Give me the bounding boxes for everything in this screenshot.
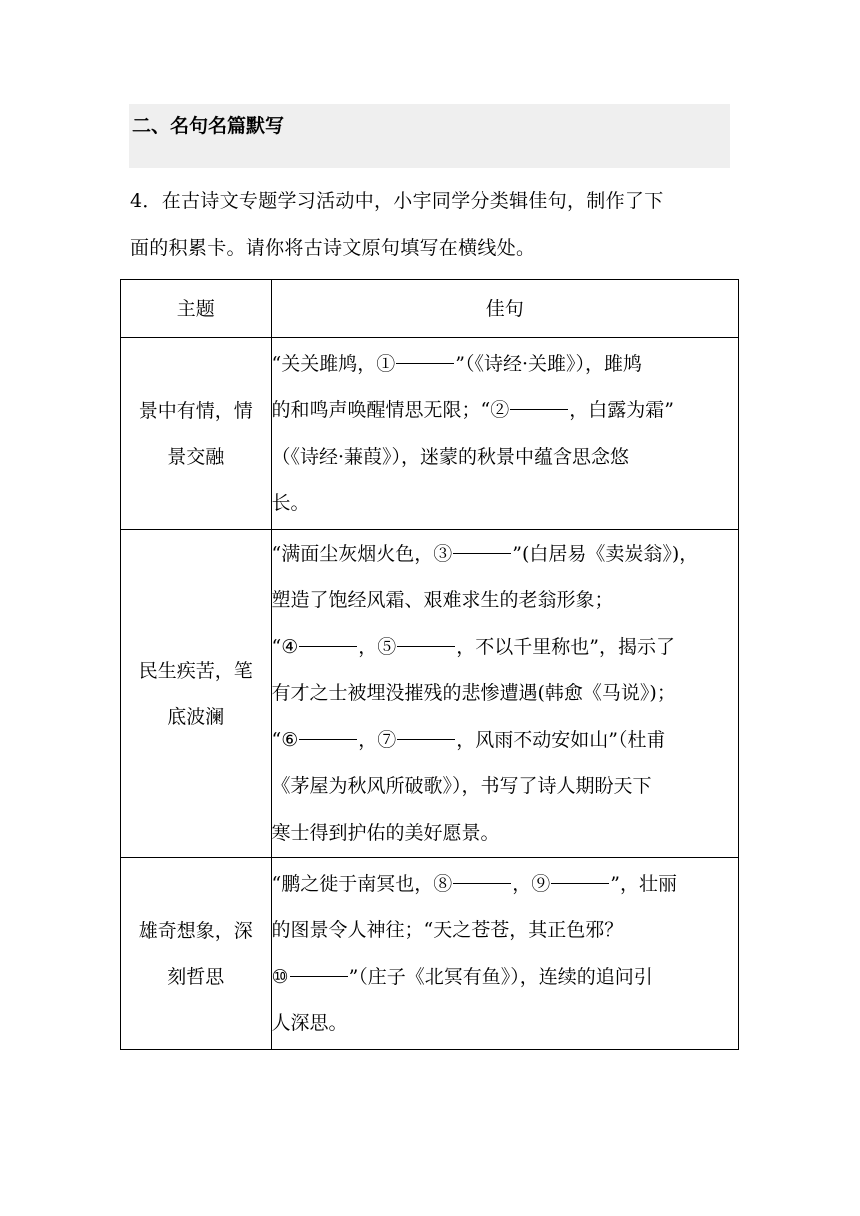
quote-line: 人深思。 [271,1012,348,1034]
theme-text: 景中有情，情 [138,399,253,422]
quote-line: 的图景令人神往；“天之苍苍，其正色邪？ [271,919,624,941]
theme-cell [121,530,272,858]
answer-blank-7[interactable] [397,738,455,740]
answer-blank-3[interactable] [453,552,511,554]
quote-cell [271,530,738,858]
table-row [121,858,739,1050]
quote-line: “⑥ ，⑦ ，风雨不动安如山”（杜甫 [271,728,666,751]
theme-text: 景交融 [167,445,225,468]
question-prompt [130,178,732,272]
quote-line: 有才之士被埋没摧残的悲惨遭遇(韩愈《马说》)； [271,682,676,705]
quote-line: “鹏之徙于南冥也，⑧ ，⑨ ”，壮丽 [271,872,677,895]
quote-line: 塑造了饱经风霜、艰难求生的老翁形象； [271,589,614,612]
answer-blank-8[interactable] [453,882,511,884]
quote-line: 寒士得到护佑的美好愿景。 [271,821,500,844]
answer-blank-4[interactable] [299,645,357,647]
quote-cell [271,338,738,530]
quote-cell [271,858,738,1050]
theme-cell [121,338,272,530]
table-header-row [121,280,739,338]
table-row [121,338,739,530]
theme-text: 雄奇想象，深 [138,919,253,942]
answer-blank-9[interactable] [551,882,609,884]
answer-blank-5[interactable] [397,645,455,647]
theme-text: 民生疾苦，笔 [138,659,253,682]
question-line-2: 面的积累卡。请你将古诗文原句填写在横线处。 [130,237,536,259]
theme-text: 底波澜 [167,705,225,728]
quote-line: 长。 [271,492,310,514]
answer-blank-1[interactable] [396,362,454,364]
quote-line: “关关雎鸠，① ”（《诗经·关雎》），雎鸠 [271,352,642,375]
section-title: 二、名句名篇默写 [129,104,730,168]
answer-blank-10[interactable] [290,975,348,977]
question-line-1: 4．在古诗文专题学习活动中，小宇同学分类辑佳句，制作了下 [130,190,664,212]
accumulation-card-table [120,279,739,1050]
header-quote: 佳句 [271,280,738,338]
table-row [121,530,739,858]
quote-line: ⑩ ”（庄子《北冥有鱼》），连续的追问引 [271,965,653,988]
theme-cell [121,858,272,1050]
quote-line: 的和鸣声唤醒情思无限；“② ，白露为霜” [271,399,674,421]
header-theme: 主题 [121,280,272,338]
answer-blank-6[interactable] [299,738,357,740]
quote-line: “满面尘灰烟火色，③ ”(白居易《卖炭翁》)， [271,542,699,565]
quote-line: “④ ，⑤ ，不以千里称也”，揭示了 [271,635,675,658]
quote-line: （《诗经·蒹葭》），迷蒙的秋景中蕴含思念悠 [271,445,630,468]
answer-blank-2[interactable] [510,408,568,410]
theme-text: 刻哲思 [167,965,225,988]
quote-line: 《茅屋为秋风所破歌》），书写了诗人期盼天下 [271,775,652,798]
